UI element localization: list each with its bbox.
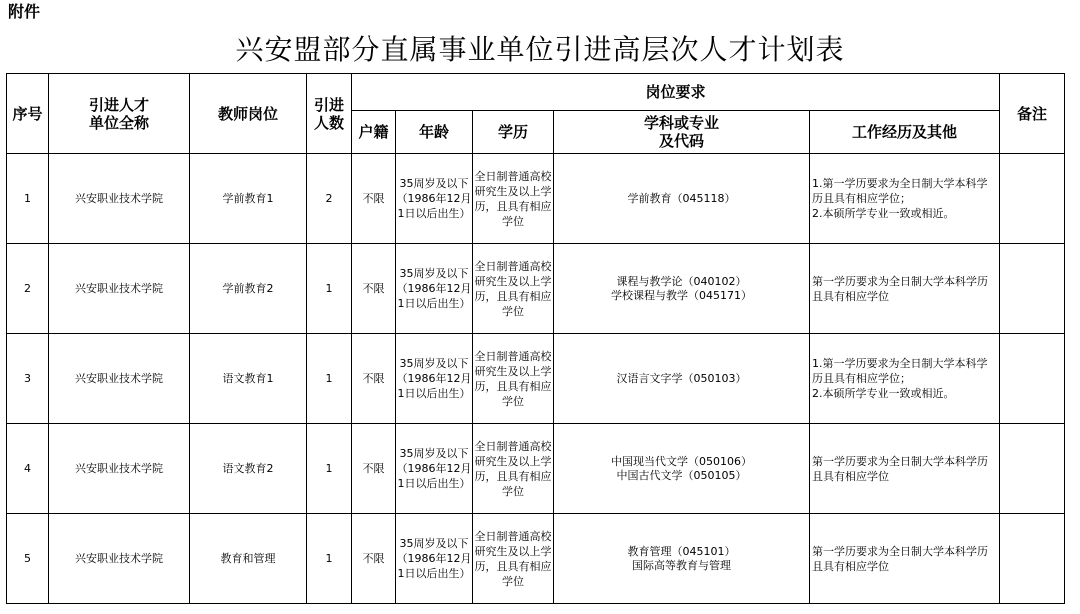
header-education: 学历 <box>473 111 554 154</box>
cell-major <box>554 154 810 244</box>
cell-experience-line2: 2.本硕所学专业一致或相近。 <box>812 207 955 220</box>
cell-experience <box>810 334 1000 424</box>
cell-age: 35周岁及以下（1986年12月1日以后出生） <box>396 514 473 604</box>
recruitment-plan-table <box>6 73 1065 604</box>
cell-major <box>554 424 810 514</box>
header-post: 教师岗位 <box>190 74 307 154</box>
cell-seq: 4 <box>7 424 49 514</box>
table-row <box>7 514 1065 604</box>
cell-post: 学前教育1 <box>190 154 307 244</box>
cell-unit: 兴安职业技术学院 <box>49 334 190 424</box>
cell-major <box>554 334 810 424</box>
page-title: 兴安盟部分直属事业单位引进高层次人才计划表 <box>235 33 845 66</box>
cell-count: 1 <box>307 244 352 334</box>
cell-seq: 1 <box>7 154 49 244</box>
cell-remarks <box>1000 244 1065 334</box>
cell-hukou: 不限 <box>352 244 396 334</box>
header-major-line1: 学科或专业 <box>643 114 719 132</box>
header-count-line1: 引进 <box>313 95 344 114</box>
cell-unit: 兴安职业技术学院 <box>49 154 190 244</box>
cell-experience-line1: 第一学历要求为全日制大学本科学历且具有相应学位 <box>812 544 988 573</box>
cell-remarks <box>1000 334 1065 424</box>
cell-major-line1: 中国现当代文学（050106） <box>611 454 752 468</box>
cell-experience-line1: 第一学历要求为全日制大学本科学历且具有相应学位 <box>812 454 988 483</box>
cell-education: 全日制普通高校研究生及以上学历，且具有相应学位 <box>473 334 554 424</box>
cell-unit: 兴安职业技术学院 <box>49 424 190 514</box>
cell-remarks <box>1000 424 1065 514</box>
header-seq: 序号 <box>7 74 49 154</box>
cell-unit: 兴安职业技术学院 <box>49 514 190 604</box>
cell-count: 1 <box>307 424 352 514</box>
header-age: 年龄 <box>396 111 473 154</box>
cell-experience <box>810 424 1000 514</box>
cell-post: 学前教育2 <box>190 244 307 334</box>
cell-count: 2 <box>307 154 352 244</box>
attachment-label: 附件 <box>8 2 41 21</box>
cell-seq: 5 <box>7 514 49 604</box>
cell-experience-line1: 第一学历要求为全日制大学本科学历且具有相应学位 <box>812 274 988 303</box>
header-hukou: 户籍 <box>352 111 396 154</box>
cell-seq: 3 <box>7 334 49 424</box>
cell-experience <box>810 244 1000 334</box>
cell-education: 全日制普通高校研究生及以上学历，且具有相应学位 <box>473 154 554 244</box>
cell-major-line1: 课程与教学论（040102） <box>616 274 747 288</box>
cell-experience-line1: 1.第一学历要求为全日制大学本科学历且具有相应学位； <box>812 357 988 385</box>
cell-count: 1 <box>307 334 352 424</box>
cell-post: 语文教育2 <box>190 424 307 514</box>
cell-hukou: 不限 <box>352 424 396 514</box>
cell-experience <box>810 154 1000 244</box>
header-requirements: 岗位要求 <box>352 74 1000 111</box>
cell-remarks <box>1000 154 1065 244</box>
cell-major-line2: 学校课程与教学（045171） <box>611 288 752 302</box>
header-unit-line1: 引进人才 <box>88 95 149 114</box>
cell-hukou: 不限 <box>352 514 396 604</box>
header-unit-line2: 单位全称 <box>88 113 149 132</box>
cell-major <box>554 514 810 604</box>
header-count-line2: 人数 <box>313 113 344 132</box>
cell-hukou: 不限 <box>352 334 396 424</box>
header-count <box>307 74 352 154</box>
cell-major-line1: 学前教育（045118） <box>627 191 736 205</box>
cell-education: 全日制普通高校研究生及以上学历，且具有相应学位 <box>473 514 554 604</box>
cell-major <box>554 244 810 334</box>
cell-age: 35周岁及以下（1986年12月1日以后出生） <box>396 334 473 424</box>
table-row <box>7 154 1065 244</box>
table-row <box>7 334 1065 424</box>
cell-remarks <box>1000 514 1065 604</box>
header-experience: 工作经历及其他 <box>810 111 1000 154</box>
table-row <box>7 424 1065 514</box>
header-major-line2: 及代码 <box>658 132 704 150</box>
table-header-row <box>7 74 1065 111</box>
cell-experience-line2: 2.本硕所学专业一致或相近。 <box>812 387 955 400</box>
cell-post: 语文教育1 <box>190 334 307 424</box>
cell-age: 35周岁及以下（1986年12月1日以后出生） <box>396 154 473 244</box>
cell-hukou: 不限 <box>352 154 396 244</box>
header-remarks: 备注 <box>1000 74 1065 154</box>
cell-age: 35周岁及以下（1986年12月1日以后出生） <box>396 244 473 334</box>
cell-education: 全日制普通高校研究生及以上学历，且具有相应学位 <box>473 424 554 514</box>
cell-education: 全日制普通高校研究生及以上学历，且具有相应学位 <box>473 244 554 334</box>
cell-major-line1: 汉语言文字学（050103） <box>616 371 747 385</box>
cell-major-line1: 教育管理（045101） <box>627 544 736 558</box>
cell-major-line2: 中国古代文学（050105） <box>616 468 747 482</box>
cell-major-line2: 国际高等教育与管理 <box>632 558 731 572</box>
cell-age: 35周岁及以下（1986年12月1日以后出生） <box>396 424 473 514</box>
cell-unit: 兴安职业技术学院 <box>49 244 190 334</box>
header-unit <box>49 74 190 154</box>
cell-seq: 2 <box>7 244 49 334</box>
table-row <box>7 244 1065 334</box>
cell-post: 教育和管理 <box>190 514 307 604</box>
cell-experience-line1: 1.第一学历要求为全日制大学本科学历且具有相应学位； <box>812 177 988 205</box>
cell-experience <box>810 514 1000 604</box>
cell-count: 1 <box>307 514 352 604</box>
header-major <box>554 111 810 154</box>
